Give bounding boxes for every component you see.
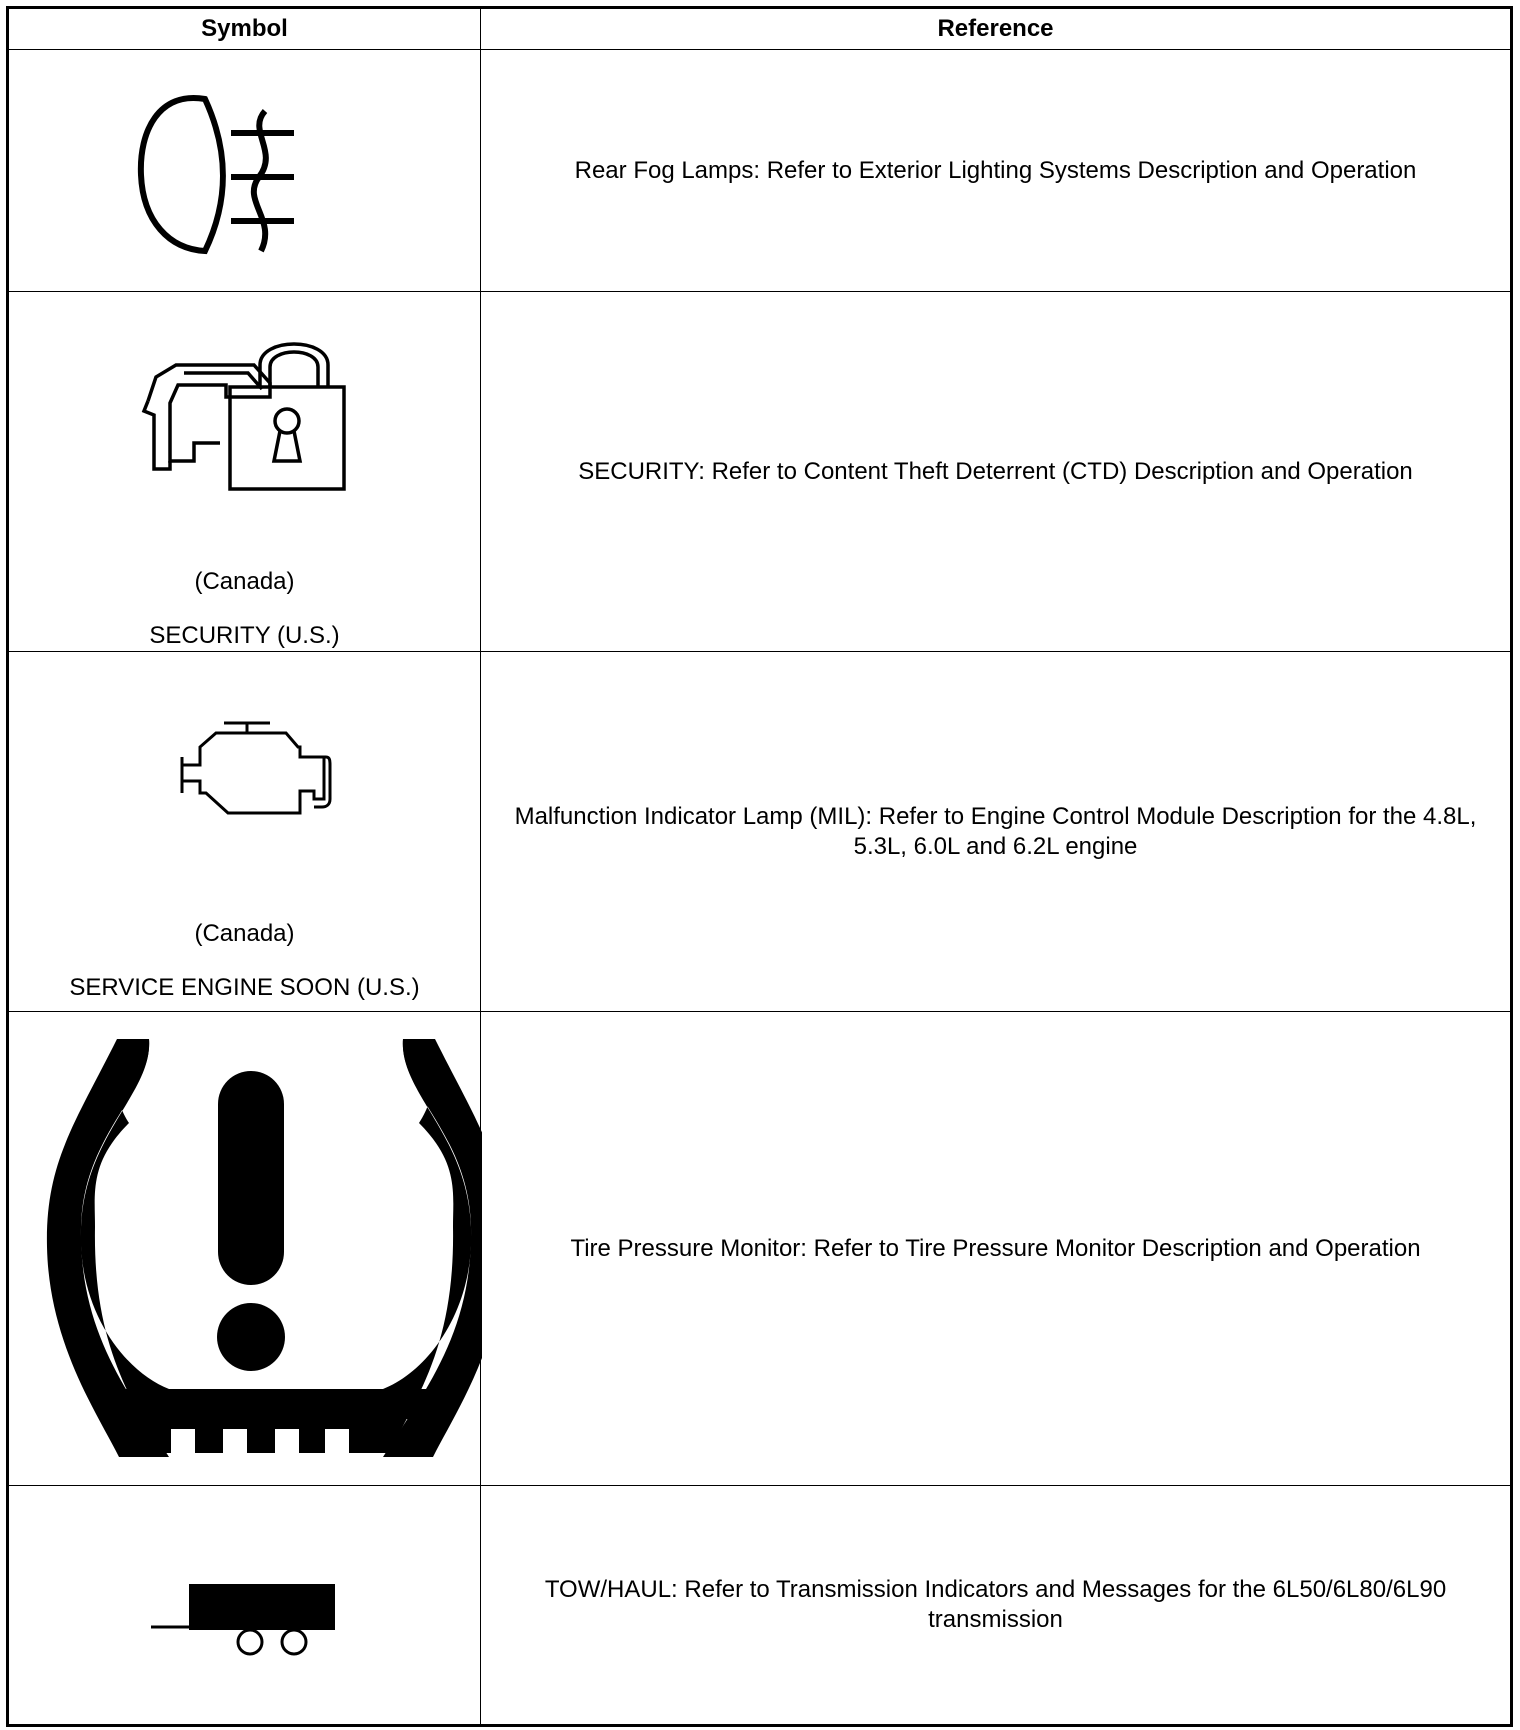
symbol-cell bbox=[8, 50, 481, 292]
table-row bbox=[8, 50, 1512, 292]
symbol-label-canada: (Canada) bbox=[194, 919, 295, 947]
reference-cell: Tire Pressure Monitor: Refer to Tire Pressure Monitor Description and Operation bbox=[481, 1012, 1512, 1486]
symbol-cell bbox=[8, 292, 481, 652]
table-row bbox=[8, 292, 1512, 652]
symbol-label-us: SECURITY (U.S.) bbox=[149, 621, 340, 649]
reference-cell: TOW/HAUL: Refer to Transmission Indicators and Messages for the 6L50/6L80/6L90 transmission bbox=[481, 1486, 1512, 1726]
header-row bbox=[8, 8, 1512, 50]
reference-cell: Malfunction Indicator Lamp (MIL): Refer to Engine Control Module Description for the 4.8L, 5.3L, 6.0L and 6.2L engine bbox=[481, 652, 1512, 1012]
tire-pressure-icon bbox=[9, 1013, 482, 1485]
rear-fog-lamp-icon bbox=[9, 51, 482, 291]
engine-icon bbox=[8, 653, 481, 833]
table-row bbox=[8, 1012, 1512, 1486]
symbol-cell bbox=[8, 1012, 481, 1486]
security-lock-icon bbox=[8, 293, 481, 523]
table-row bbox=[8, 1486, 1512, 1726]
symbol-cell bbox=[8, 1486, 481, 1726]
table-row bbox=[8, 652, 1512, 1012]
reference-column-header: Reference bbox=[481, 8, 1512, 50]
symbol-label-canada: (Canada) bbox=[194, 567, 295, 595]
symbol-cell bbox=[8, 652, 481, 1012]
reference-cell: SECURITY: Refer to Content Theft Deterrent (CTD) Description and Operation bbox=[481, 292, 1512, 652]
symbol-column-header: Symbol bbox=[8, 8, 481, 50]
reference-cell: Rear Fog Lamps: Refer to Exterior Lighting Systems Description and Operation bbox=[481, 50, 1512, 292]
symbol-label-us: SERVICE ENGINE SOON (U.S.) bbox=[69, 973, 420, 1001]
indicator-reference-table bbox=[6, 6, 1513, 1727]
tow-haul-icon bbox=[9, 1486, 482, 1724]
